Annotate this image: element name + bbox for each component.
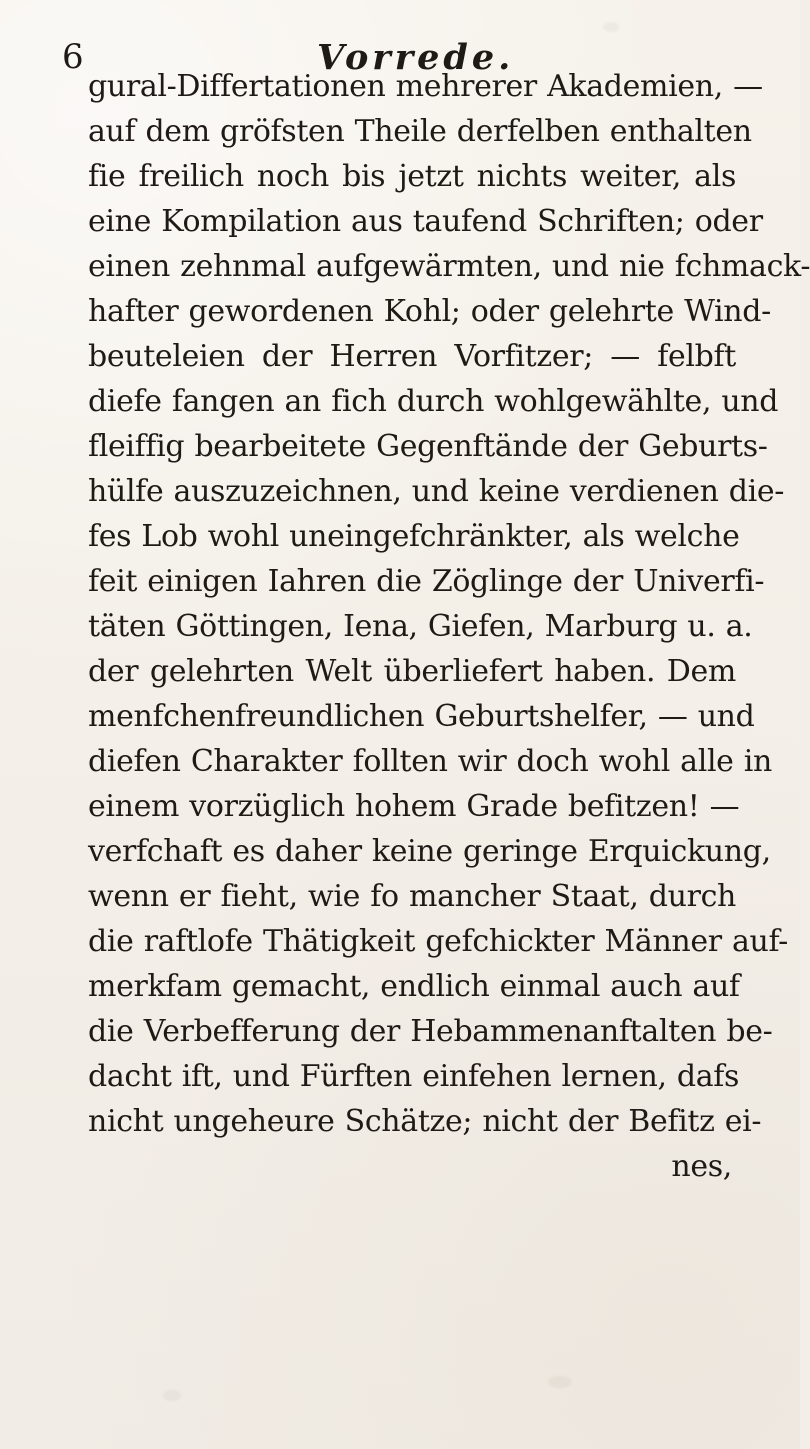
text-line: diefen Charakter follten wir doch wohl alle in bbox=[88, 744, 772, 779]
text-line: fie freilich noch bis jetzt nichts weiter, als bbox=[88, 159, 736, 194]
text-line: beuteleien der Herren Vorfitzer; — felbft bbox=[88, 339, 736, 374]
text-line: verfchaft es daher keine geringe Erquickung, bbox=[88, 834, 771, 869]
text-line: täten Göttingen, Iena, Giefen, Marburg u. a. bbox=[88, 609, 753, 644]
text-line: menfchenfreundlichen Geburtshelfer, — und bbox=[88, 699, 755, 734]
text-line: die Verbefferung der Hebammenanftalten be- bbox=[88, 1014, 773, 1049]
text-line: die raftlofe Thätigkeit gefchickter Männer auf- bbox=[88, 924, 788, 959]
text-line: hülfe auszuzeichnen, und keine verdienen die- bbox=[88, 474, 785, 509]
text-line: hafter gewordenen Kohl; oder gelehrte Wind- bbox=[88, 294, 771, 329]
text-line: wenn er fieht, wie fo mancher Staat, durch bbox=[88, 879, 736, 914]
text-line: diefe fangen an fich durch wohlgewählte, und bbox=[88, 384, 779, 419]
paper-spot bbox=[603, 22, 619, 32]
text-line: merkfam gemacht, endlich einmal auch auf bbox=[88, 969, 740, 1004]
text-line: der gelehrten Welt überliefert haben. Dem bbox=[88, 654, 736, 689]
running-head: Vorrede. bbox=[317, 37, 515, 78]
text-line: einen zehnmal aufgewärmten, und nie fchmack- bbox=[88, 249, 810, 284]
text-line: auf dem gröfsten Theile derfelben enthalten bbox=[88, 114, 752, 149]
text-line: nicht ungeheure Schätze; nicht der Befitz ei- bbox=[88, 1104, 762, 1139]
body-text bbox=[88, 69, 810, 1197]
text-line: dacht ift, und Fürften einfehen lernen, dafs bbox=[88, 1059, 740, 1094]
text-line: einem vorzüglich hohem Grade befitzen! — bbox=[88, 789, 740, 824]
paper-spot bbox=[163, 1390, 181, 1401]
page-number: 6 bbox=[62, 37, 84, 77]
text-line: fleiffig bearbeitete Gegenftände der Geburts- bbox=[88, 429, 768, 464]
paper-spot bbox=[548, 1376, 572, 1388]
text-line: nes, bbox=[671, 1149, 732, 1184]
text-line: fes Lob wohl uneingefchränkter, als welche bbox=[88, 519, 740, 554]
text-line: feit einigen Iahren die Zöglinge der Univerfi- bbox=[88, 564, 765, 599]
text-line: eine Kompilation aus taufend Schriften; oder bbox=[88, 204, 763, 239]
text-line: gural-Differtationen mehrerer Akademien, — bbox=[88, 69, 763, 104]
